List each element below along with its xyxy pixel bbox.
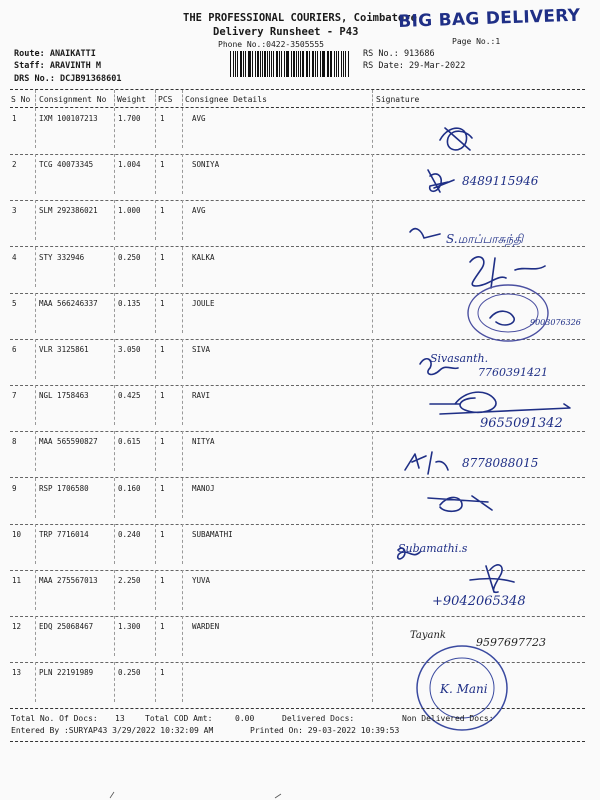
signature-row-8 bbox=[405, 452, 448, 474]
phone-number: Phone No.:0422-3505555 bbox=[218, 40, 324, 49]
handwritten-name-row-13: K. Mani bbox=[440, 682, 488, 696]
runsheet-title: Delivery Runsheet - P43 bbox=[213, 26, 359, 38]
cell-consignee: AVG bbox=[192, 114, 206, 123]
entered-by: Entered By :SURYAP43 3/29/2022 10:32:09 AM bbox=[11, 726, 214, 735]
cell-consignee: WARDEN bbox=[192, 622, 220, 631]
cell-consignment: PLN 22191989 bbox=[39, 668, 94, 677]
handwritten-name-row-12: Tayank bbox=[410, 630, 446, 641]
cell-pcs: 1 bbox=[160, 253, 165, 262]
total-cod-value: 0.00 bbox=[235, 714, 255, 723]
handwritten-name-row-3: S.மாப்பாசுந்தி bbox=[446, 232, 524, 246]
cell-pcs: 1 bbox=[160, 345, 165, 354]
cell-consignee: SONIYA bbox=[192, 160, 220, 169]
cell-pcs: 1 bbox=[160, 114, 165, 123]
handwritten-phone-row-12: 9597697723 bbox=[476, 636, 546, 649]
cell-weight: 1.700 bbox=[118, 114, 141, 123]
cell-weight: 1.300 bbox=[118, 622, 141, 631]
cell-sno: 5 bbox=[12, 299, 17, 308]
cell-sno: 4 bbox=[12, 253, 17, 262]
page-number: Page No.:1 bbox=[452, 37, 501, 46]
col-consignee: Consignee Details bbox=[185, 95, 267, 104]
cell-weight: 1.000 bbox=[118, 206, 141, 215]
cell-consignment: TCG 40073345 bbox=[39, 160, 94, 169]
cell-consignment: VLR 3125861 bbox=[39, 345, 89, 354]
signature-row-3 bbox=[410, 229, 440, 238]
signature-row-7 bbox=[430, 392, 570, 414]
cell-consignment: RSP 1706580 bbox=[39, 484, 89, 493]
cell-weight: 0.250 bbox=[118, 668, 141, 677]
cell-pcs: 1 bbox=[160, 484, 165, 493]
cell-consignee: SUBAMATHI bbox=[192, 530, 233, 539]
cell-sno: 10 bbox=[12, 530, 22, 539]
cell-sno: 9 bbox=[12, 484, 17, 493]
col-sno: S No bbox=[11, 95, 31, 104]
handwritten-phone-row-7: 9655091342 bbox=[480, 416, 563, 431]
cell-sno: 2 bbox=[12, 160, 17, 169]
total-docs-label: Total No. Of Docs: bbox=[11, 714, 98, 723]
rs-date: RS Date: 29-Mar-2022 bbox=[363, 61, 466, 71]
cell-pcs: 1 bbox=[160, 391, 165, 400]
cell-weight: 0.615 bbox=[118, 437, 141, 446]
cell-sno: 8 bbox=[12, 437, 17, 446]
cell-consignee: NITYA bbox=[192, 437, 215, 446]
signature-row-2 bbox=[428, 170, 454, 192]
big-bag-stamp: BIG BAG DELIVERY bbox=[398, 5, 581, 32]
delivered-docs-label: Delivered Docs: bbox=[282, 714, 355, 723]
col-signature: Signature bbox=[376, 95, 420, 104]
cell-pcs: 1 bbox=[160, 160, 165, 169]
divider bbox=[10, 708, 585, 709]
handwritten-phone-row-5: 9003076326 bbox=[530, 318, 581, 327]
divider bbox=[10, 741, 585, 742]
signature-row-1 bbox=[440, 128, 472, 150]
handwritten-phone-row-8: 8778088015 bbox=[462, 456, 539, 470]
cell-sno: 11 bbox=[12, 576, 22, 585]
cell-consignment: IXM 100107213 bbox=[39, 114, 98, 123]
col-pcs: PCS bbox=[158, 95, 173, 104]
cell-sno: 7 bbox=[12, 391, 17, 400]
cell-pcs: 1 bbox=[160, 206, 165, 215]
cell-consignment: TRP 7716014 bbox=[39, 530, 89, 539]
cell-consignment: EDQ 25068467 bbox=[39, 622, 94, 631]
cell-consignee: SIVA bbox=[192, 345, 211, 354]
cell-pcs: 1 bbox=[160, 576, 165, 585]
cell-consignee: RAVI bbox=[192, 391, 211, 400]
cell-pcs: 1 bbox=[160, 530, 165, 539]
signature-row-9 bbox=[428, 496, 492, 511]
rs-number: RS No.: 913686 bbox=[363, 49, 435, 59]
total-docs-value: 13 bbox=[115, 714, 125, 723]
company-title: THE PROFESSIONAL COURIERS, Coimbatore bbox=[183, 12, 417, 24]
cell-sno: 13 bbox=[12, 668, 22, 677]
cell-consignee: YUVA bbox=[192, 576, 211, 585]
cell-weight: 0.135 bbox=[118, 299, 141, 308]
cell-weight: 0.240 bbox=[118, 530, 141, 539]
col-weight: Weight bbox=[117, 95, 146, 104]
cell-sno: 12 bbox=[12, 622, 22, 631]
handwritten-name-row-10: Subamathi.s bbox=[398, 542, 468, 555]
non-delivered-docs-label: Non Delivered Docs: bbox=[402, 714, 494, 723]
handwritten-name-row-6: Sivasanth. bbox=[430, 352, 489, 365]
cell-pcs: 1 bbox=[160, 622, 165, 631]
cell-weight: 0.425 bbox=[118, 391, 141, 400]
cell-consignee: MANOJ bbox=[192, 484, 215, 493]
handwritten-phone-row-2: 8489115946 bbox=[462, 174, 539, 188]
drs-number: DRS No.: DCJB91368601 bbox=[14, 74, 122, 84]
cell-consignment: NGL 1758463 bbox=[39, 391, 89, 400]
cell-weight: 0.250 bbox=[118, 253, 141, 262]
cell-sno: 6 bbox=[12, 345, 17, 354]
cell-consignee: AVG bbox=[192, 206, 206, 215]
col-consignment: Consignment No bbox=[39, 95, 107, 104]
cell-consignment: MAA 565590827 bbox=[39, 437, 98, 446]
cell-consignee: JOULE bbox=[192, 299, 215, 308]
cell-sno: 3 bbox=[12, 206, 17, 215]
handwritten-phone-row-6: 7760391421 bbox=[478, 366, 548, 379]
cell-weight: 2.250 bbox=[118, 576, 141, 585]
cell-consignment: STY 332946 bbox=[39, 253, 85, 262]
cell-weight: 3.050 bbox=[118, 345, 141, 354]
cell-consignment: SLM 292386021 bbox=[39, 206, 98, 215]
total-cod-label: Total COD Amt: bbox=[145, 714, 213, 723]
cell-consignment: MAA 275567013 bbox=[39, 576, 98, 585]
staff-label: Staff: ARAVINTH M bbox=[14, 61, 101, 71]
signature-row-11 bbox=[470, 565, 514, 592]
printed-on: Printed On: 29-03-2022 10:39:53 bbox=[250, 726, 400, 735]
signature-row-4 bbox=[470, 257, 545, 288]
cell-pcs: 1 bbox=[160, 437, 165, 446]
cell-pcs: 1 bbox=[160, 299, 165, 308]
route-label: Route: ANAIKATTI bbox=[14, 49, 96, 59]
cell-weight: 1.004 bbox=[118, 160, 141, 169]
cell-weight: 0.160 bbox=[118, 484, 141, 493]
cell-sno: 1 bbox=[12, 114, 17, 123]
handwritten-phone-row-11: +9042065348 bbox=[432, 594, 526, 609]
cell-consignment: MAA 566246337 bbox=[39, 299, 98, 308]
cell-consignee: KALKA bbox=[192, 253, 215, 262]
cell-pcs: 1 bbox=[160, 668, 165, 677]
